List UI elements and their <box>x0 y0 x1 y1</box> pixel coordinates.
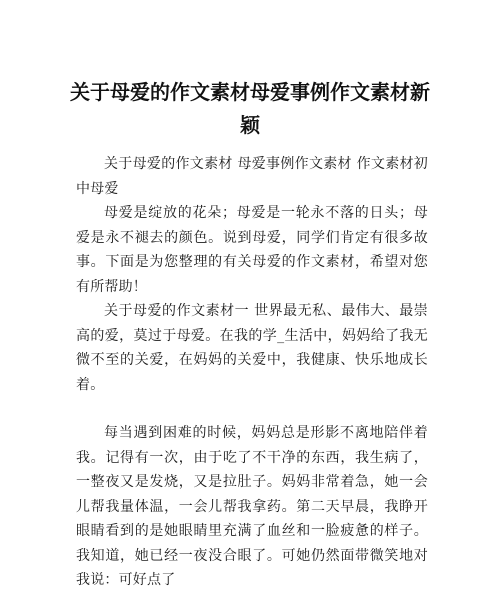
document-title: 关于母爱的作文素材母爱事例作文素材新颖 <box>70 80 430 137</box>
essay-one-opening-paragraph: 关于母爱的作文素材一 世界最无私、最伟大、最崇高的爱，莫过于母爱。在我的学_生活中，妈妈给了我无微不至的关爱，在妈妈的关爱中，我健康、快乐地成长着。 <box>76 303 428 393</box>
document-body <box>76 152 428 593</box>
intro-keywords-paragraph: 关于母爱的作文素材 母爱事例作文素材 作文素材初中母爱 <box>76 156 428 197</box>
intro-paragraph: 母爱是绽放的花朵；母爱是一轮永不落的日头；母爱是永不褪去的颜色。说到母爱，同学们肯定有很多故事。下面是为您整理的有关母爱的作文素材，希望对您有所帮助！ <box>76 205 428 295</box>
essay-one-story-paragraph: 每当遇到困难的时候，妈妈总是形影不离地陪伴着我。记得有一次，由于吃了不干净的东西，我生病了，一整夜又是发烧，又是拉肚子。妈妈非常着急，她一会儿帮我量体温，一会儿帮我拿药。第二天早晨，我睁开眼睛看到的是她眼睛里充满了血丝和一脸疲惫的样子。我知道，她已经一夜没合眼了。可她仍然面带微笑地对我说：可好点了 <box>76 425 428 588</box>
paragraph-spacer <box>76 397 428 421</box>
